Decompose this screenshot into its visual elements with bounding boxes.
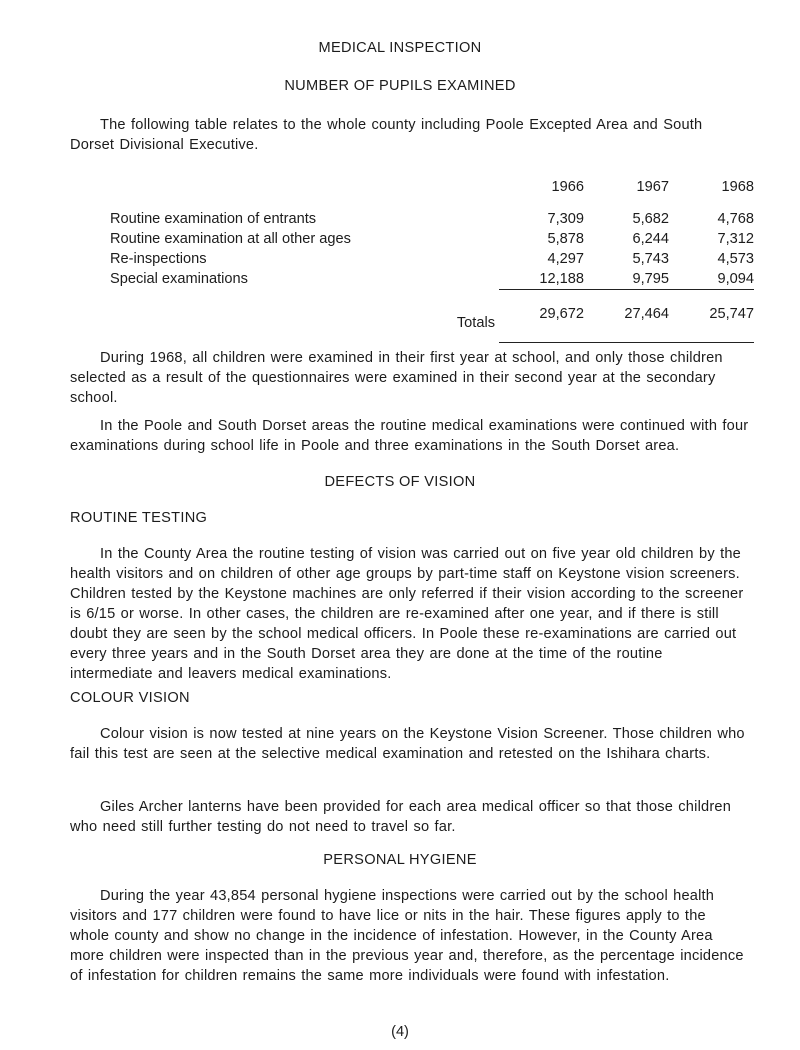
cell-value: 4,768 [717, 211, 754, 227]
cell-value: 9,094 [669, 269, 754, 290]
row-label: Re-inspections [110, 251, 207, 267]
table-spacer-row [110, 290, 754, 305]
cell-value: 4,297 [547, 251, 584, 267]
page-number: (4) [391, 1024, 409, 1040]
table-row [110, 209, 754, 229]
cell-value: 12,188 [499, 269, 584, 290]
total-1968: 25,747 [669, 304, 754, 343]
subheading-colour-vision: COLOUR VISION [70, 690, 190, 706]
row-label: Routine examination at all other ages [110, 231, 351, 247]
paragraph-1968-examinations: During 1968, all children were examined in their first year at school, and only those children selected as a result of the questionnaires were examined in their second year at the secondary school. [70, 350, 723, 406]
cell-value: 7,309 [547, 211, 584, 227]
totals-row [110, 304, 754, 343]
cell-value: 5,878 [547, 231, 584, 247]
paragraph-personal-hygiene: During the year 43,854 personal hygiene inspections were carried out by the school health visitors and 177 children were found to have lice or nits in the hair. These figures apply to the whole county and show no change in the incidence of infestation. However, in the County Area more children were inspected than in the previous year and, therefore, as the percentage incidence of infestation for children remains the same more individuals were found with infestation. [70, 888, 744, 984]
subheading-routine-testing: ROUTINE TESTING [70, 510, 208, 526]
cell-value: 5,682 [632, 211, 669, 227]
cell-value: 9,795 [584, 269, 669, 290]
cell-value: 7,312 [717, 231, 754, 247]
section-heading-defects-of-vision: DEFECTS OF VISION [324, 474, 476, 490]
year-header-1967: 1967 [636, 179, 669, 195]
pupils-examined-table [110, 165, 754, 343]
cell-value: 5,743 [632, 251, 669, 267]
table-row [110, 269, 754, 290]
table-header-row [110, 165, 754, 209]
year-header-1966: 1966 [551, 179, 584, 195]
total-1966: 29,672 [499, 304, 584, 343]
table-row [110, 249, 754, 269]
paragraph-giles-archer-lanterns: Giles Archer lanterns have been provided for each area medical officer so that those children who need still further testing do not need to travel so far. [70, 799, 732, 835]
total-1967: 27,464 [584, 304, 669, 343]
intro-paragraph: The following table relates to the whole county including Poole Excepted Area and South Dorset Divisional Executive. [70, 117, 703, 153]
totals-label: Totals [456, 315, 495, 332]
year-header-1968: 1968 [721, 179, 754, 195]
cell-value: 4,573 [717, 251, 754, 267]
paragraph-colour-vision: Colour vision is now tested at nine years on the Keystone Vision Screener. Those children who fail this test are seen at the selective medical examination and retested on the Ishihara charts. [70, 726, 745, 762]
section-heading-pupils-examined: NUMBER OF PUPILS EXAMINED [284, 78, 516, 94]
cell-value: 6,244 [632, 231, 669, 247]
section-heading-personal-hygiene: PERSONAL HYGIENE [323, 852, 477, 868]
page-title: MEDICAL INSPECTION [318, 40, 482, 56]
row-label: Routine examination of entrants [110, 211, 317, 227]
paragraph-routine-testing: In the County Area the routine testing of vision was carried out on five year old children by the health visitors and on children of other age groups by part-time staff on Keystone vision screeners. Children tested by the Keystone machines are only referred if their vision according to the screener is 6/15 or worse. In other cases, the children are re-examined after one year, and if there is still doubt they are seen by the school medical officers. In Poole these re-examinations are carried out every three years and in the South Dorset area they are done at the time of the routine intermediate and leavers medical examinations. [70, 546, 744, 682]
paragraph-poole-south-dorset: In the Poole and South Dorset areas the routine medical examinations were continued with four examinations during school life in Poole and three examinations in the South Dorset area. [70, 418, 749, 454]
table-row [110, 229, 754, 249]
row-label: Special examinations [110, 271, 248, 288]
table-header-blank [110, 165, 499, 209]
